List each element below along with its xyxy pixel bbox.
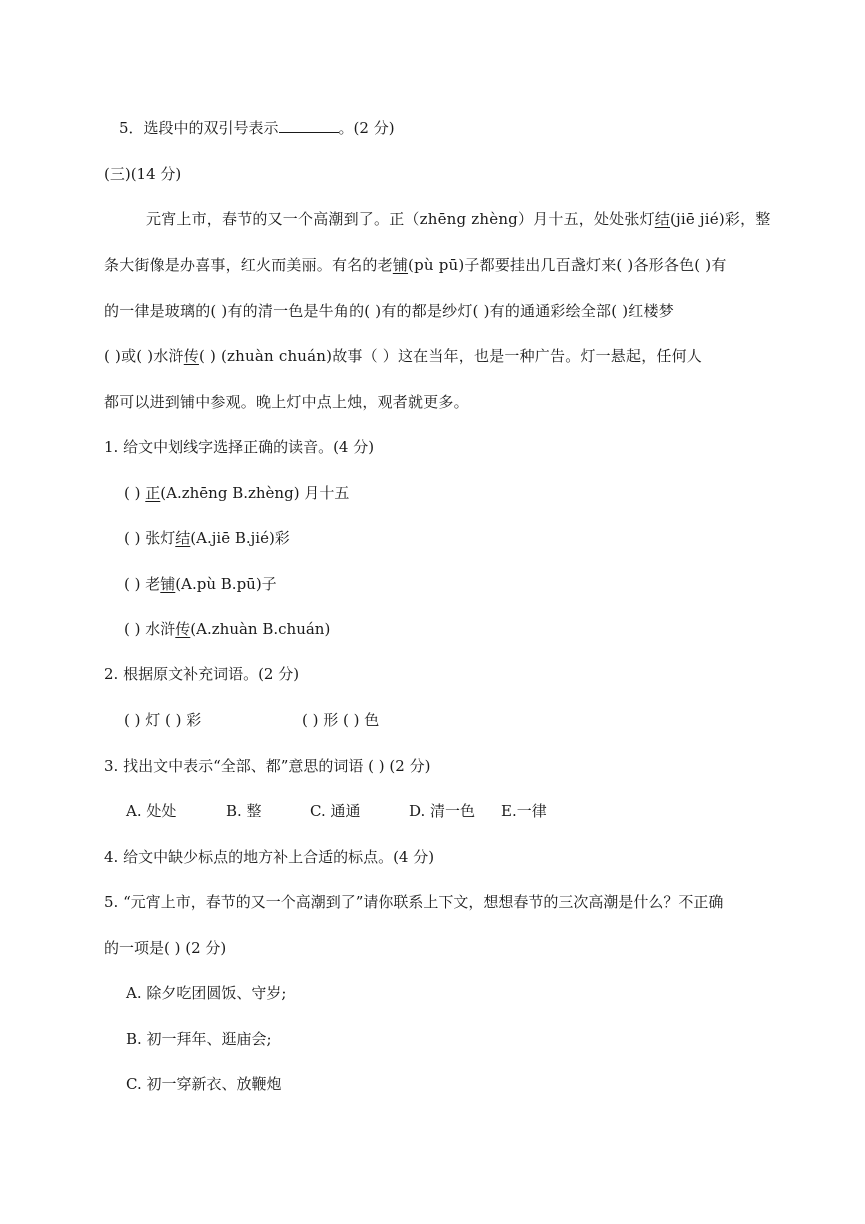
section-title: (三)(14 分) bbox=[104, 165, 182, 183]
underlined-char-zhuan: 传 bbox=[183, 347, 199, 365]
question-4-title: 4. 给文中缺少标点的地方补上合适的标点。(4 分) bbox=[104, 848, 435, 866]
passage-line-2: 条大街像是办喜事，红火而美丽。有名的老铺(pù pū)子都要挂出几百盏灯来( )各形各色( )有 bbox=[104, 256, 727, 274]
q3-option: D. 清一色 bbox=[409, 802, 476, 820]
top-question-5: 5．选段中的双引号表示 。(2 分) bbox=[119, 119, 395, 137]
question-5-line-2: 的一项是( ) (2 分) bbox=[104, 939, 227, 957]
q3-option: B. 整 bbox=[226, 802, 262, 820]
underlined-char-pu: 铺 bbox=[392, 256, 409, 274]
passage-line-4: ( )或( )水浒传( ) (zhuàn chuán)故事（ ）这在当年，也是一种广告。灯一悬起，任何人 bbox=[104, 347, 702, 365]
question-1-title: 1. 给文中划线字选择正确的读音。(4 分) bbox=[104, 438, 375, 456]
q5-option: C. 初一穿新衣、放鞭炮 bbox=[126, 1075, 282, 1093]
q2-blank-2: ( ) 形 ( ) 色 bbox=[302, 711, 380, 729]
passage-line-1: 元宵上市，春节的又一个高潮到了。正（zhēng zhèng）月十五，处处张灯结(jiē jié)彩，整 bbox=[146, 210, 771, 228]
underlined-char-jie: 结 bbox=[654, 210, 670, 228]
q2-blank-1: ( ) 灯 ( ) 彩 bbox=[124, 711, 202, 729]
q1-item: ( ) 水浒传(A.zhuàn B.chuán) bbox=[124, 620, 331, 638]
q1-item: ( ) 正(A.zhēng B.zhèng) 月十五 bbox=[124, 484, 350, 502]
q1-item: ( ) 张灯结(A.jiē B.jié)彩 bbox=[124, 529, 290, 547]
question-5-line-1: 5. “元宵上市，春节的又一个高潮到了”请你联系上下文，想想春节的三次高潮是什么？不正确 bbox=[104, 893, 724, 911]
q1-item: ( ) 老铺(A.pù B.pū)子 bbox=[124, 575, 277, 593]
answer-blank bbox=[279, 118, 339, 133]
q3-option: A. 处处 bbox=[126, 802, 177, 820]
question-2-title: 2. 根据原文补充词语。(2 分) bbox=[104, 665, 300, 683]
q3-option: C. 通通 bbox=[310, 802, 361, 820]
question-3-title: 3. 找出文中表示“全部、都”意思的词语 ( ) (2 分) bbox=[104, 757, 431, 775]
q5-option: B. 初一拜年、逛庙会; bbox=[126, 1030, 272, 1048]
passage-line-5: 都可以进到铺中参观。晚上灯中点上烛，观者就更多。 bbox=[104, 393, 469, 411]
q5-option: A. 除夕吃团圆饭、守岁; bbox=[126, 984, 287, 1002]
passage-line-3: 的一律是玻璃的( )有的清一色是牛角的( )有的都是纱灯( )有的通通彩绘全部( )红楼梦 bbox=[104, 302, 674, 320]
q3-option: E.一律 bbox=[501, 802, 547, 820]
